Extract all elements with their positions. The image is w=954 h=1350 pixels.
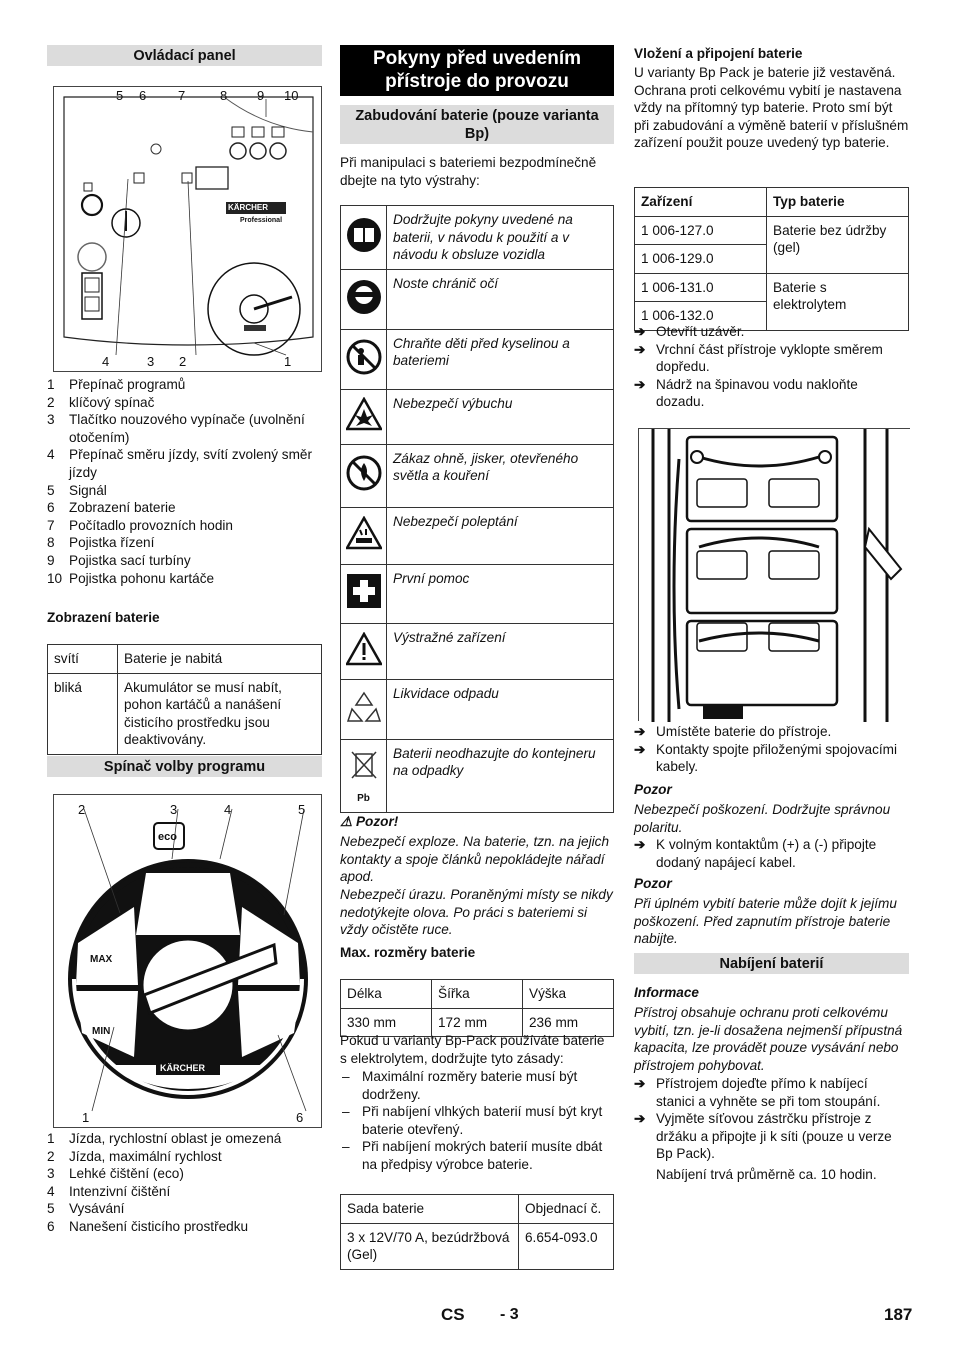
legend-item: 10 Pojistka pohonu kartáče xyxy=(47,570,215,586)
wet-intro: Pokud u varianty Bp-Pack používáte baterie s elektrolytem, dodržujte tyto zásady: xyxy=(340,1033,605,1066)
main-title: Pokyny před uvedením přístroje do provozu xyxy=(340,45,614,96)
legend-item: 6 Zobrazení baterie xyxy=(47,500,176,516)
table-row: Výstražné zařízení xyxy=(341,623,614,679)
callout-4: 4 xyxy=(224,802,232,817)
legend-item: 1 Přepínač programů xyxy=(47,377,186,392)
list-item: ➔ Vrchní část přístroje vyklopte směrem dopředu. xyxy=(634,341,883,375)
corrosive-icon xyxy=(346,516,382,550)
callout-1: 1 xyxy=(82,1110,90,1125)
footer-lang: CS xyxy=(441,1305,465,1324)
legend-item: 8 Pojistka řízení xyxy=(47,535,155,551)
list-item: ➔ Otevřít uzávěr. xyxy=(634,324,745,339)
warning-icon xyxy=(346,632,382,666)
table-row: Zákaz ohně, jisker, otevřeného světla a kouření xyxy=(341,444,614,507)
battery-compartment-drawing xyxy=(639,429,911,722)
no-children-icon xyxy=(346,339,382,375)
control-panel-figure xyxy=(53,86,322,372)
arrow-icon: ➔ xyxy=(634,741,646,757)
section-charging: Nabíjení baterií xyxy=(634,953,909,974)
callout-3: 3 xyxy=(147,354,155,369)
legend-item: 3 Tlačítko nouzového vypínače (uvolnění otočením) xyxy=(47,412,305,445)
table-row: Délka Šířka Výška xyxy=(341,980,614,1009)
legend-item: 4 Intenzivní čištění xyxy=(47,1183,171,1199)
caution-text-2: Při úplném vybití baterie může dojít k jejímu poškození. Před zapnutím přístroje baterie nabijte. xyxy=(634,896,897,947)
callout-2: 2 xyxy=(179,354,187,369)
arrow-icon: ➔ xyxy=(634,324,646,339)
callout-3: 3 xyxy=(170,802,178,817)
battery-display-table xyxy=(47,644,322,755)
callout-1: 1 xyxy=(284,354,292,369)
callout-9: 9 xyxy=(257,88,265,103)
list-item: – Při nabíjení vlhkých baterií musí být kryt baterie otevřený. xyxy=(342,1104,603,1137)
legend-item: 1 Jízda, rychlostní oblast je omezená xyxy=(47,1131,282,1146)
table-row: Nebezpečí výbuchu xyxy=(341,389,614,444)
arrow-icon: ➔ xyxy=(634,1111,646,1127)
steps-charge xyxy=(634,1075,909,1163)
callout-4: 4 xyxy=(102,354,110,369)
first-aid-icon xyxy=(346,573,382,609)
table-row: Zařízení Typ baterie xyxy=(635,188,909,217)
legend-item: 5 Signál xyxy=(47,482,107,498)
arrow-icon: ➔ xyxy=(634,724,646,739)
legend-item: 2 Jízda, maximální rychlost xyxy=(47,1148,222,1164)
table-row: První pomoc xyxy=(341,564,614,623)
callout-6: 6 xyxy=(139,88,147,103)
table-row: 3 x 12V/70 A, bezúdržbová (Gel) 6.654-093.0 xyxy=(341,1223,614,1269)
legend-item: 6 Nanešení čisticího prostředku xyxy=(47,1218,249,1234)
legend-item: 3 Lehké čištění (eco) xyxy=(47,1166,184,1182)
program-legend xyxy=(47,1130,322,1236)
battery-compartment-figure xyxy=(638,428,910,721)
table-row: 1 006-129.0 xyxy=(635,245,909,274)
dims-title: Max. rozměry baterie xyxy=(340,945,476,960)
callout-6: 6 xyxy=(296,1110,304,1125)
manual-icon xyxy=(346,217,382,253)
caution-label-1: Pozor xyxy=(634,782,672,797)
danger-label: ⚠ Pozor! xyxy=(340,814,399,829)
legend-item: 2 klíčový spínač xyxy=(47,394,155,410)
pb-label: Pb xyxy=(357,792,370,804)
goggles-icon xyxy=(346,279,382,315)
brand-logo: KÄRCHER xyxy=(160,1063,205,1073)
callout-5: 5 xyxy=(298,802,306,817)
max-label: MAX xyxy=(90,954,113,965)
list-item: ➔ Umístěte baterie do přístroje. xyxy=(634,724,832,739)
table-row: 1 006-127.0 Baterie bez údržby (gel) xyxy=(635,216,909,245)
arrow-icon: ➔ xyxy=(634,1076,646,1091)
brand-logo: KÄRCHER xyxy=(228,203,268,212)
table-row: Likvidace odpadu xyxy=(341,679,614,739)
insert-title: Vložení a připojení baterie xyxy=(634,46,803,61)
section-battery-install: Zabudování baterie (pouze varianta Bp) xyxy=(340,105,614,144)
legend-item: 9 Pojistka sací turbíny xyxy=(47,552,191,568)
explosion-icon xyxy=(346,397,382,431)
intro-text: Při manipulaci s bateriemi bezpodmínečně dbejte na tyto výstrahy: xyxy=(340,155,597,188)
no-bin-icon xyxy=(346,748,382,788)
legend-item: 5 Vysávání xyxy=(47,1201,125,1217)
battery-set-table xyxy=(340,1194,614,1270)
battery-display-title: Zobrazení baterie xyxy=(47,610,160,625)
recycle-icon xyxy=(346,689,382,725)
table-row: 330 mm 172 mm 236 mm xyxy=(341,1008,614,1037)
steps-open xyxy=(634,323,909,411)
caution-text-1: Nebezpečí poškození. Dodržujte správnou polaritu. xyxy=(634,802,891,835)
danger-text-1: Nebezpečí exploze. Na baterie, tzn. na jejich kontakty a spoje článků nepokládejte nářadí apod. xyxy=(340,834,610,885)
dims-table xyxy=(340,979,614,1037)
callout-7: 7 xyxy=(178,88,186,103)
list-item: ➔ K volným kontaktům (+) a (-) připojte dodaný napájecí kabel. xyxy=(634,837,877,870)
battery-type-table xyxy=(634,187,909,331)
eco-label: eco xyxy=(158,831,177,843)
callout-2: 2 xyxy=(78,802,86,817)
page-number: 187 xyxy=(884,1305,913,1324)
table-row: bliká Akumulátor se musí nabít, pohon kartáčů a nanášení čisticího prostředku jsou deaktivovány. xyxy=(48,673,322,754)
list-item: – Maximální rozměry baterie musí být dodrženy. xyxy=(342,1069,578,1102)
table-row: Nebezpečí poleptání xyxy=(341,507,614,564)
table-row: 1 006-131.0 Baterie s elektrolytem xyxy=(635,273,909,302)
caution-label-2: Pozor xyxy=(634,876,672,891)
no-fire-icon xyxy=(346,455,382,491)
steps-connect xyxy=(634,836,909,871)
callout-8: 8 xyxy=(220,88,228,103)
insert-text: U varianty Bp Pack je baterie již vestavěná. Ochrana proti celkovému vybití je nastavena vždy na přítomný typ baterie. Proto smí být při zabudování a výměně baterií v příslušném zařízení použit pouze uvedený typ baterie. xyxy=(634,65,909,151)
danger-text-2: Nebezpečí úrazu. Poraněnými místy se nikdy nedotýkejte olova. Po práci s bateriemi si vždy očistěte ruce. xyxy=(340,887,613,938)
warning-icon: ⚠ xyxy=(340,814,353,829)
min-label: MIN xyxy=(92,1026,111,1037)
table-row: Pb Baterii neodhazujte do kontejneru na odpadky xyxy=(341,739,614,812)
table-row: svítí Baterie je nabitá xyxy=(48,645,322,674)
table-row: 1 006-132.0 xyxy=(635,302,909,331)
arrow-icon: ➔ xyxy=(634,341,646,357)
list-item: – Při nabíjení mokrých baterií musíte dbát na předpisy výrobce baterie. xyxy=(342,1139,603,1172)
table-row: Noste chránič očí xyxy=(341,269,614,329)
table-row: Dodržujte pokyny uvedené na baterii, v návodu k použití a v návodu k obsluze vozidla xyxy=(341,206,614,270)
legend-item: 4 Přepínač směru jízdy, svítí zvolený směr jízdy xyxy=(47,447,313,480)
control-legend xyxy=(47,376,322,587)
wet-list xyxy=(340,1068,614,1174)
callout-5: 5 xyxy=(116,88,124,103)
safety-table xyxy=(340,205,614,813)
table-row: Chraňte děti před kyselinou a bateriemi xyxy=(341,329,614,389)
list-item: ➔ Přístrojem dojeďte přímo k nabíjecí stanici a vyhněte se při tom stoupání. xyxy=(634,1076,881,1109)
section-program-switch: Spínač volby programu xyxy=(47,756,322,777)
callout-10: 10 xyxy=(284,88,299,103)
brand-sub: Professional xyxy=(240,217,283,224)
control-panel-drawing xyxy=(54,87,323,373)
list-item: ➔ Kontakty spojte přiloženými spojovacími kabely. xyxy=(634,741,898,775)
list-item: ➔ Nádrž na špinavou vodu nakloňte dozadu. xyxy=(634,376,858,410)
list-item: ➔ Vyjměte síťovou zástrčku přístroje z držáku a připojte ji k síti (pouze u verze Bp Pack). xyxy=(634,1111,892,1162)
legend-item: 7 Počítadlo provozních hodin xyxy=(47,517,233,533)
charge-time: Nabíjení trvá průměrně ca. 10 hodin. xyxy=(656,1167,877,1182)
program-switch-figure xyxy=(53,794,322,1128)
section-control-panel: Ovládací panel xyxy=(47,45,322,66)
footer-local-page: - 3 xyxy=(500,1306,519,1323)
arrow-icon: ➔ xyxy=(634,837,646,852)
info-text: Přístroj obsahuje ochranu proti celkovému vybití, tzn. je-li dosažena nejmenší přípustná kapacita, lze provádět pouze vysávání nebo přístrojem pohybovat. xyxy=(634,1005,903,1073)
steps-insert xyxy=(634,723,909,776)
info-label: Informace xyxy=(634,985,699,1000)
arrow-icon: ➔ xyxy=(634,376,646,392)
table-row: Sada baterie Objednací č. xyxy=(341,1195,614,1224)
